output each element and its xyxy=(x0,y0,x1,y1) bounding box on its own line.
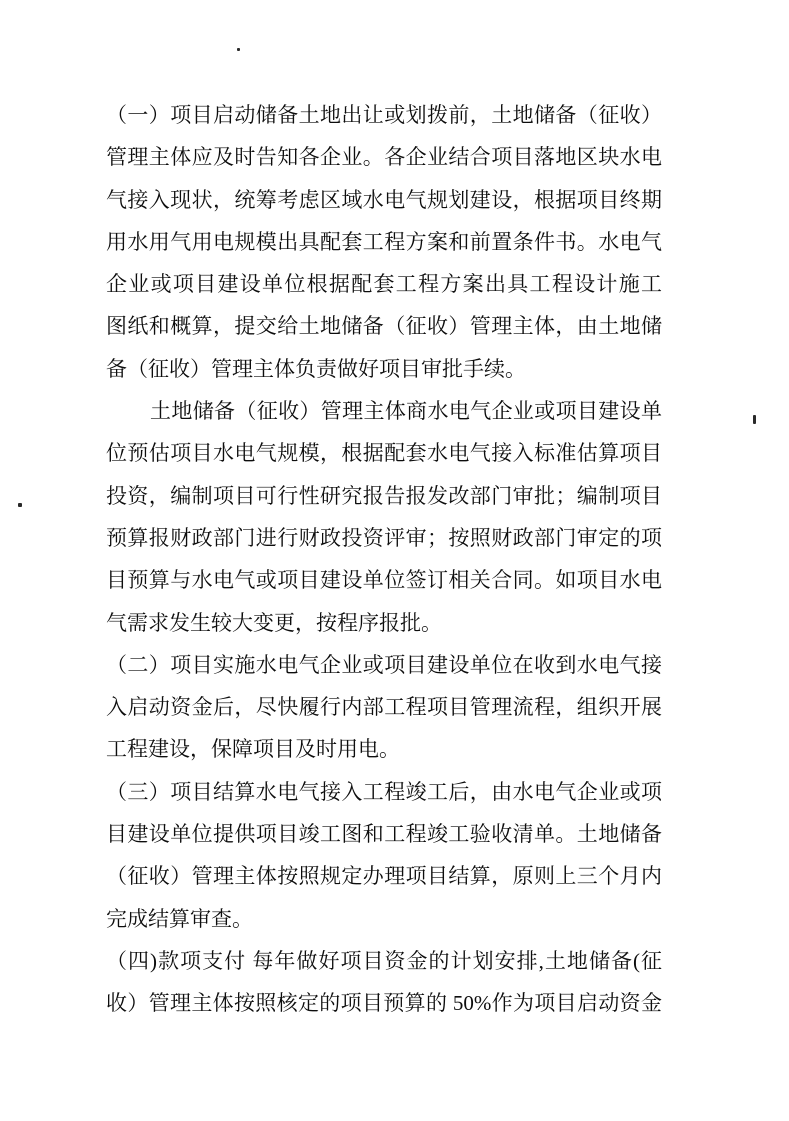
text-line-9: 位预估项目水电气规模，根据配套水电气接入标准估算项目 xyxy=(106,441,662,466)
text-line-6: 图纸和概算，提交给土地储备（征收）管理主体，由土地储 xyxy=(106,314,662,339)
text-line-7: 备（征收）管理主体负责做好项目审批手续。 xyxy=(106,356,526,381)
scan-speck-2 xyxy=(753,415,756,424)
text-line-10: 投资，编制项目可行性研究报告报发改部门审批；编制项目 xyxy=(106,483,662,508)
text-line-13: 气需求发生较大变更，按程序报批。 xyxy=(106,610,442,635)
scan-speck-3 xyxy=(18,503,22,507)
text-line-21: （四)款项支付 每年做好项目资金的计划安排,土地储备(征 xyxy=(106,948,662,973)
text-line-4: 用水用气用电规模出具配套工程方案和前置条件书。水电气 xyxy=(106,229,662,254)
text-line-12: 目预算与水电气或项目建设单位签订相关合同。如项目水电 xyxy=(106,568,662,593)
text-line-14: （二）项目实施水电气企业或项目建设单位在收到水电气接 xyxy=(106,652,662,677)
scan-speck-1 xyxy=(237,48,240,51)
text-line-15: 入启动资金后，尽快履行内部工程项目管理流程，组织开展 xyxy=(106,695,662,720)
text-line-8: 土地储备（征收）管理主体商水电气企业或项目建设单 xyxy=(150,399,662,424)
document-body xyxy=(106,94,662,1025)
text-line-11: 预算报财政部门进行财政投资评审；按照财政部门审定的项 xyxy=(106,525,662,550)
text-line-17: （三）项目结算水电气接入工程竣工后，由水电气企业或项 xyxy=(106,779,662,804)
text-line-22: 收）管理主体按照核定的项目预算的 50%作为项目启动资金 xyxy=(106,991,662,1016)
text-line-16: 工程建设，保障项目及时用电。 xyxy=(106,737,400,762)
text-line-18: 目建设单位提供项目竣工图和工程竣工验收清单。土地储备 xyxy=(106,822,662,847)
text-line-20: 完成结算审查。 xyxy=(106,906,253,931)
text-line-3: 气接入现状，统筹考虑区域水电气规划建设，根据项目终期 xyxy=(106,187,662,212)
text-line-5: 企业或项目建设单位根据配套工程方案出具工程设计施工 xyxy=(106,272,662,297)
text-line-19: （征收）管理主体按照规定办理项目结算，原则上三个月内 xyxy=(106,864,662,889)
text-line-2: 管理主体应及时告知各企业。各企业结合项目落地区块水电 xyxy=(106,145,662,170)
text-line-1: （一）项目启动储备土地出让或划拨前，土地储备（征收） xyxy=(106,103,662,127)
